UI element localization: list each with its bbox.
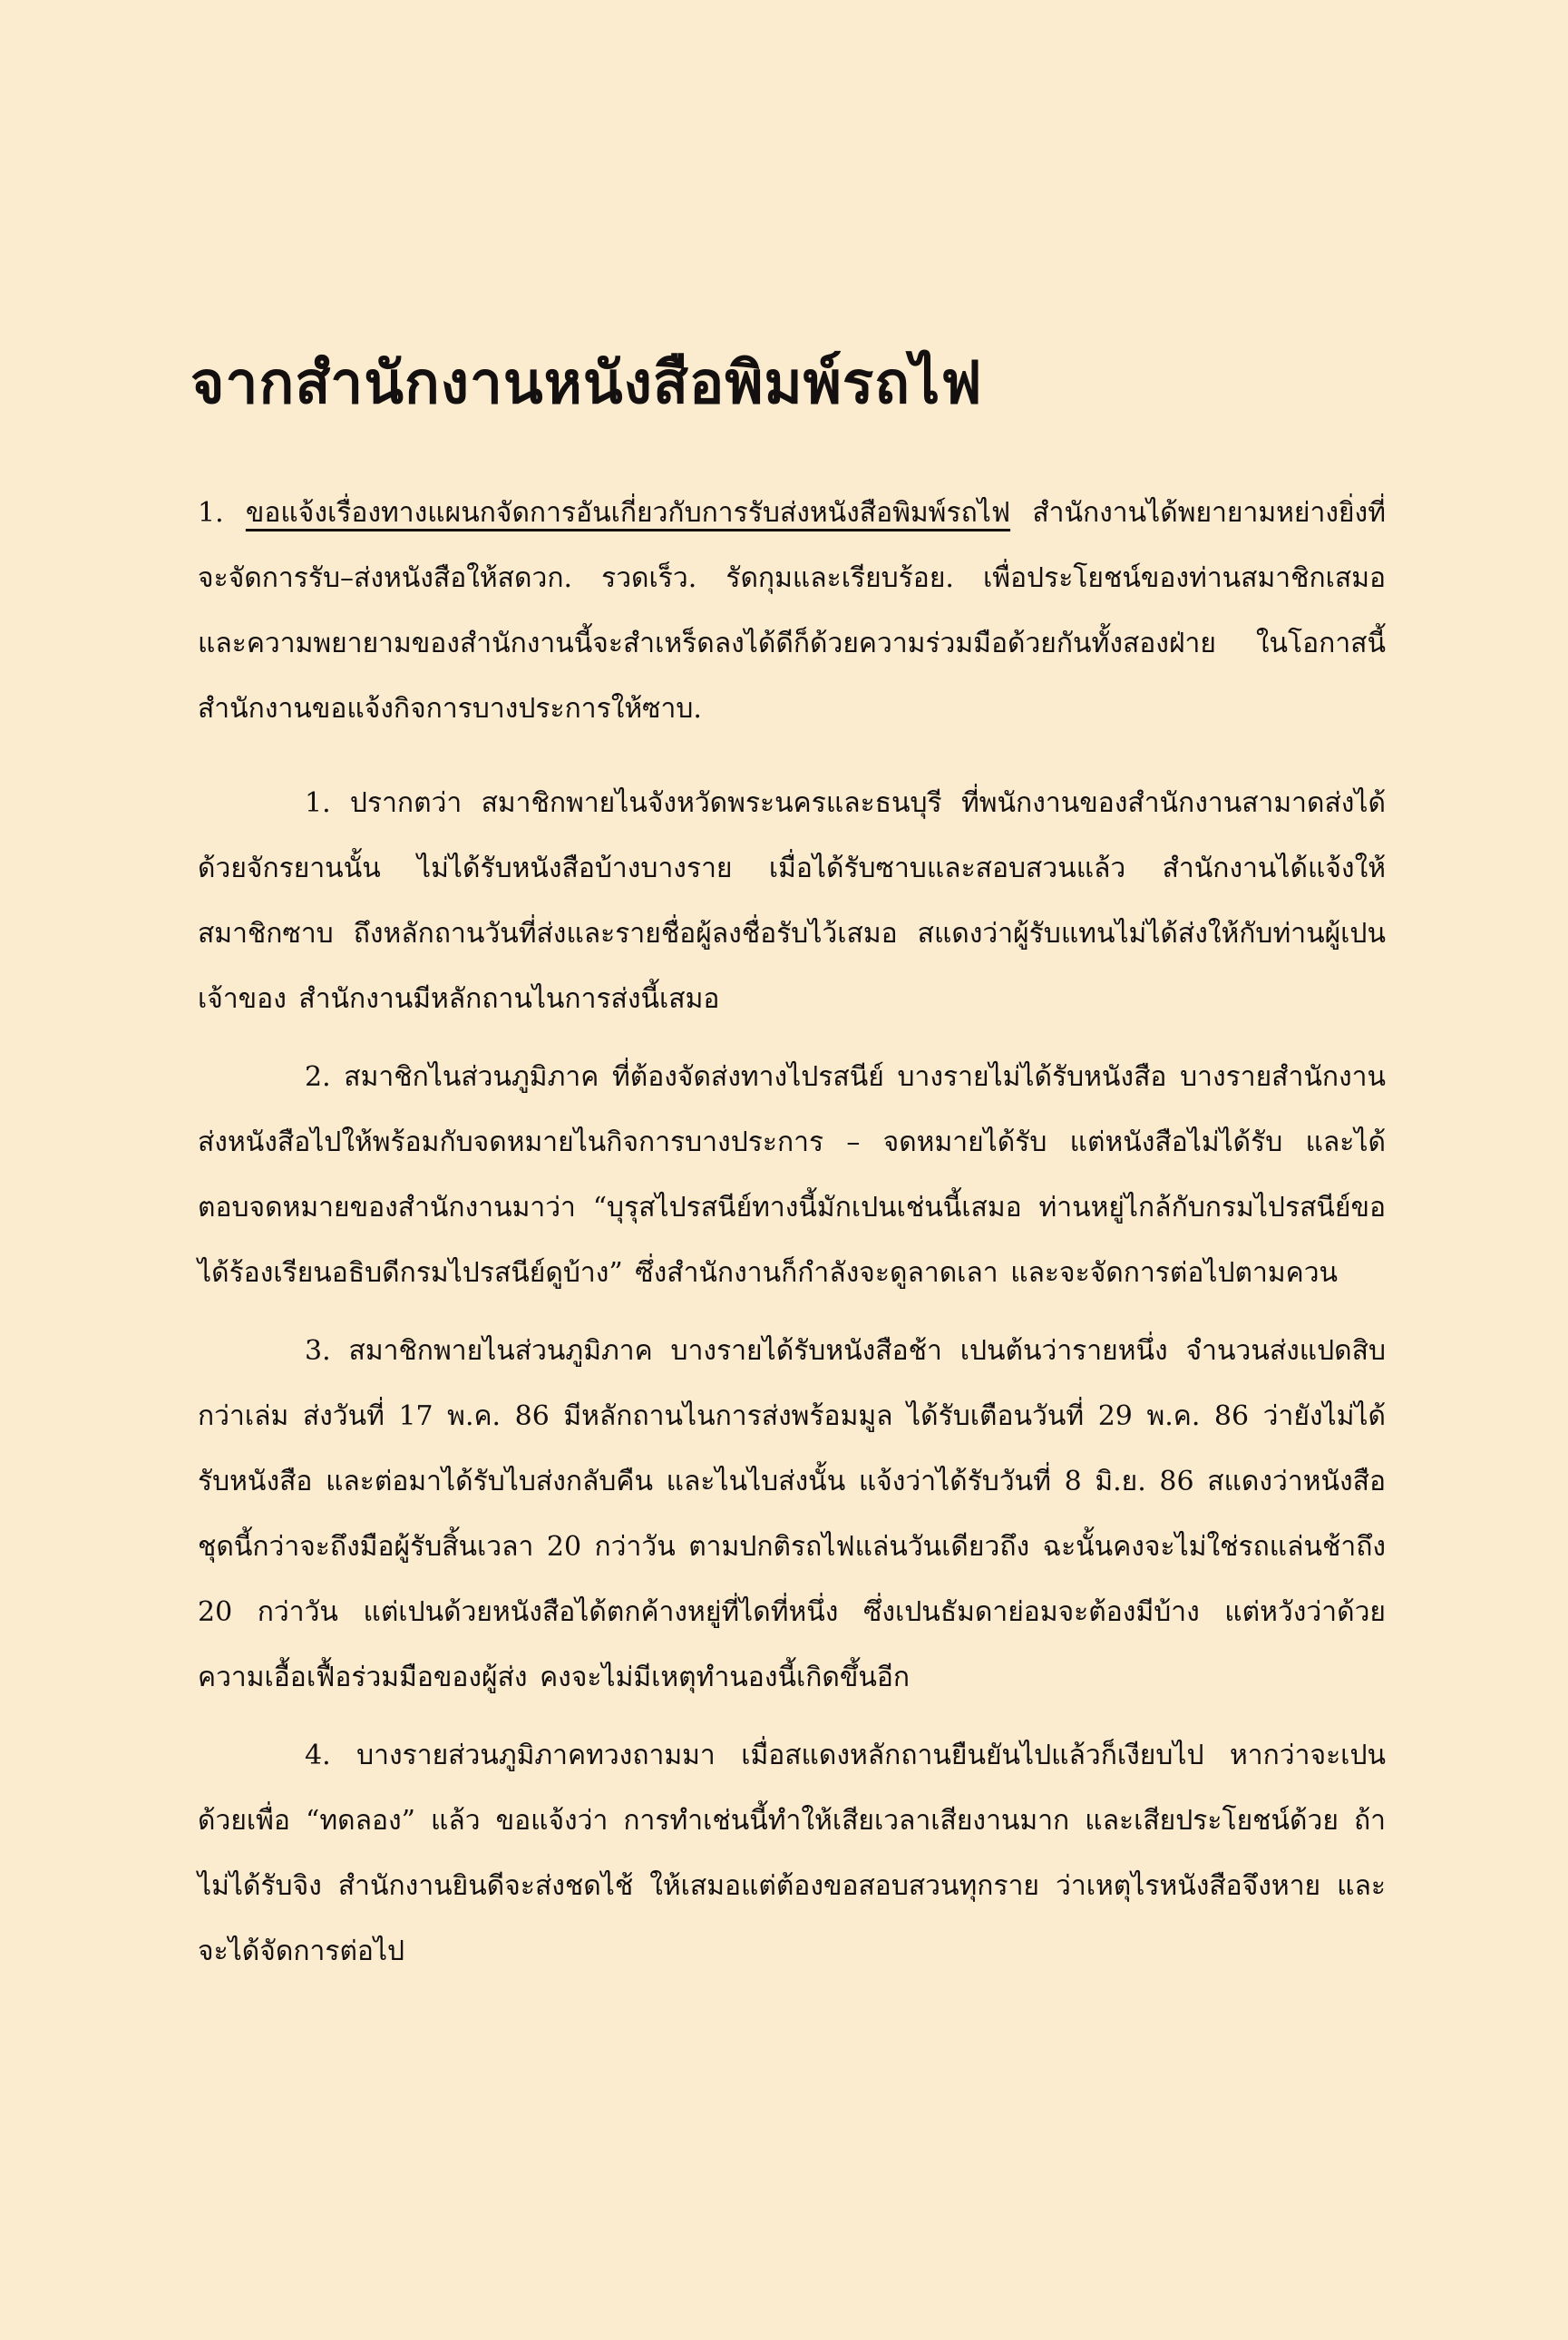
intro-underlined-heading: ขอแจ้งเรื่องทางแผนกจัดการอันเกี่ยวกับการรับส่งหนังสือพิมพ์รถไฟ xyxy=(245,497,1011,529)
document-body xyxy=(198,481,1386,1997)
intro-text: สำนักงานได้พยายามหย่างยิ่งที่จะจัดการรับ–ส่งหนังสือให้สดวก. รวดเร็ว. รัดกุมและเรียบร้อย. เพื่อประโยชน์ของท่านสมาชิกเสมอ และความพยายามของสำนักงานนี้จะสำเหร็ดลงได้ดีก็ด้วยความร่วมมือด้วยกันทั้งสองฝ่าย ในโอกาสนี้สำนักงานขอแจ้งกิจการบางประการให้ซาบ. xyxy=(198,497,1386,725)
item-paragraph-4: 4. บางรายส่วนภูมิภาคทวงถามมา เมื่อสแดงหลักถานยืนยันไปแล้วก็เงียบไป หากว่าจะเปนด้วยเพื่อ “ทดลอง” แล้ว ขอแจ้งว่า การทำเช่นนี้ทำให้เสียเวลาเสียงานมาก และเสียประโยชน์ด้วย ถ้าไม่ได้รับจิง สำนักงานยินดีจะส่งชดไช้ ให้เสมอแต่ต้องขอสอบสวนทุกราย ว่าเหตุไรหนังสือจึงหาย และจะได้จัดการต่อไป xyxy=(198,1740,1386,1967)
item-paragraph-3: 3. สมาชิกพายไนส่วนภูมิภาค บางรายได้รับหนังสือช้า เปนต้นว่ารายหนึ่ง จำนวนส่งแปดสิบกว่าเล่ม ส่งวันที่ 17 พ.ค. 86 มีหลักถานไนการส่งพร้อมมูล ได้รับเตือนวันที่ 29 พ.ค. 86 ว่ายังไม่ได้รับหนังสือ และต่อมาได้รับไบส่งกลับคืน และไนไบส่งนั้น แจ้งว่าได้รับวันที่ 8 มิ.ย. 86 สแดงว่าหนังสือชุดนี้กว่าจะถึงมือผู้รับสิ้นเวลา 20 กว่าวัน ตามปกติรถไฟแล่นวันเดียวถึง ฉะนั้นคงจะไม่ใช่รถแล่นช้าถึง 20 กว่าวัน แต่เปนด้วยหนังสือได้ตกค้างหยู่ที่ไดที่หนึ่ง ซึ่งเปนธัมดาย่อมจะต้องมีบ้าง แต่หวังว่าด้วยความเอื้อเฟื้อร่วมมือของผู้ส่ง คงจะไม่มีเหตุทำนองนี้เกิดขึ้นอีก xyxy=(198,1335,1386,1693)
document-title: จากสำนักงานหนังสือพิมพ์รถไฟ xyxy=(190,350,983,417)
intro-paragraph xyxy=(198,481,1386,742)
item-paragraph-1: 1. ปรากตว่า สมาชิกพายไนจังหวัดพระนครและธนบุรี ที่พนักงานของสำนักงานสามาดส่งได้ด้วยจักรยานนั้น ไม่ได้รับหนังสือบ้างบางราย เมื่อได้รับซาบและสอบสวนแล้ว สำนักงานได้แจ้งให้สมาชิกซาบ ถึงหลักถานวันที่ส่งและรายชื่อผู้ลงชื่อรับไว้เสมอ สแดงว่าผู้รับแทนไม่ได้ส่งให้กับท่านผู้เปนเจ้าของ สำนักงานมีหลักถานไนการส่งนี้เสมอ xyxy=(198,787,1386,1015)
intro-number: 1. xyxy=(198,497,224,529)
item-paragraph-2: 2. สมาชิกไนส่วนภูมิภาค ที่ต้องจัดส่งทางไปรสนีย์ บางรายไม่ได้รับหนังสือ บางรายสำนักงานส่งหนังสือไปให้พร้อมกับจดหมายไนกิจการบางประการ – จดหมายได้รับ แต่หนังสือไม่ได้รับ และได้ตอบจดหมายของสำนักงานมาว่า “บุรุสไปรสนีย์ทางนี้มักเปนเช่นนี้เสมอ ท่านหยู่ไกล้กับกรมไปรสนีย์ขอได้ร้องเรียนอธิบดีกรมไปรสนีย์ดูบ้าง” ซึ่งสำนักงานก็กำลังจะดูลาดเลา และจะจัดการต่อไปตามควน xyxy=(198,1061,1386,1289)
